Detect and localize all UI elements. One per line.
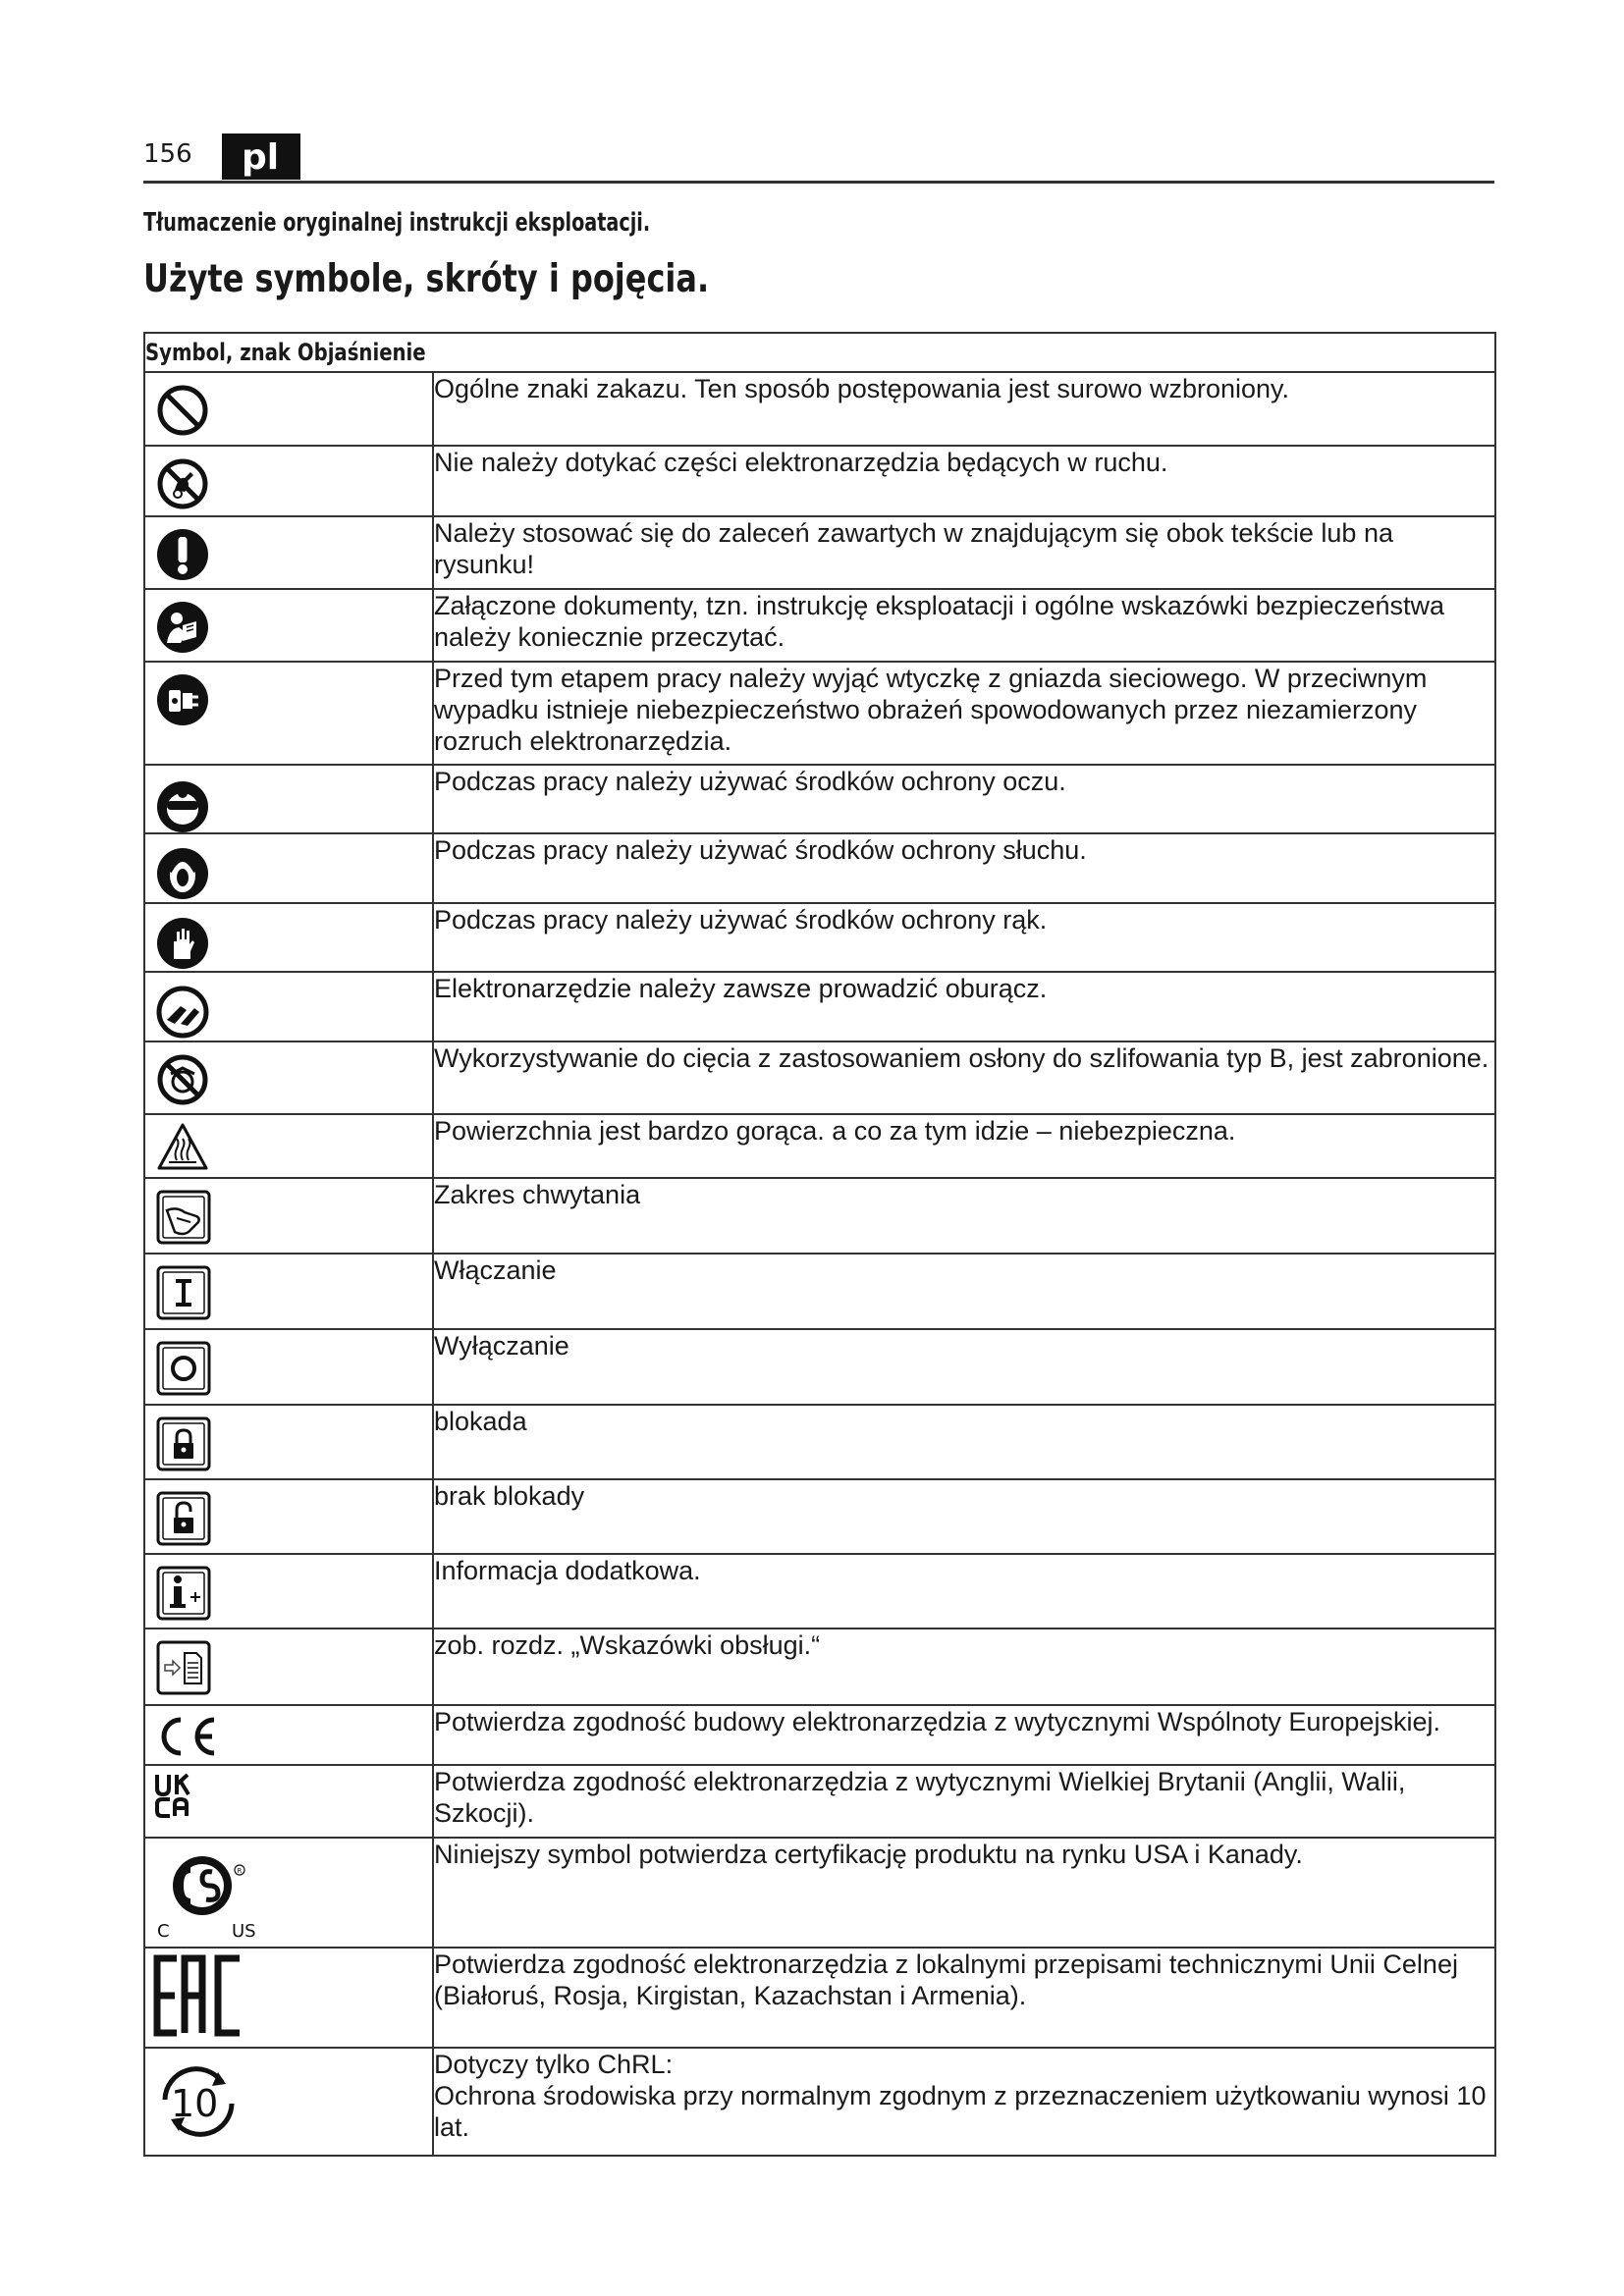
symbol-cell — [144, 1114, 433, 1178]
table-row — [144, 1254, 1495, 1329]
symbol-cell — [144, 1948, 433, 2048]
two-hands-icon — [155, 985, 210, 1040]
description-cell: Przed tym etapem pracy należy wyjąć wtyczkę z gniazda sieciowego. W przeciwnym wypadku istnieje niebezpieczeństwo obrażeń spowodowanych przez niezamierzony rozruch elektronarzędzia. — [433, 662, 1495, 765]
description-cell: Wykorzystywanie do cięcia z zastosowaniem osłony do szlifowania typ B, jest zabronione. — [433, 1041, 1495, 1114]
symbol-cell — [144, 1041, 433, 1114]
prohibition-icon — [155, 383, 210, 438]
table-row — [144, 1705, 1495, 1765]
table-row — [144, 1405, 1495, 1479]
symbol-cell — [144, 1178, 433, 1254]
description-cell: Załączone dokumenty, tzn. instrukcję eksploatacji i ogólne wskazówki bezpieczeństwa należy koniecznie przeczytać. — [433, 589, 1495, 662]
description-cell: brak blokady — [433, 1479, 1495, 1554]
see-chapter-icon — [155, 1639, 212, 1696]
table-row — [144, 1041, 1495, 1114]
symbol-cell — [144, 1765, 433, 1838]
china-rohs-10-icon — [149, 2053, 247, 2151]
symbol-cell — [144, 2048, 433, 2156]
symbol-cell — [144, 1629, 433, 1705]
table-row — [144, 662, 1495, 765]
table-row — [144, 1765, 1495, 1838]
description-cell: Podczas pracy należy używać środków ochrony słuchu. — [433, 833, 1495, 903]
table-row — [144, 1948, 1495, 2048]
description-cell: Podczas pracy należy używać środków ochrony rąk. — [433, 903, 1495, 972]
unplug-icon — [155, 672, 210, 727]
symbol-cell — [144, 1329, 433, 1405]
symbol-cell — [144, 662, 433, 765]
table-row — [144, 1114, 1495, 1178]
table-row — [144, 2048, 1495, 2156]
table-row — [144, 833, 1495, 903]
table-row — [144, 1329, 1495, 1405]
symbol-cell — [144, 446, 433, 516]
symbol-cell — [144, 1479, 433, 1554]
description-cell: Zakres chwytania — [433, 1178, 1495, 1254]
table-row — [144, 1838, 1495, 1948]
description-cell: Potwierdza zgodność budowy elektronarzędzia z wytycznymi Wspólnoty Europejskiej. — [433, 1705, 1495, 1765]
table-row — [144, 516, 1495, 589]
svg-text:C: C — [157, 1921, 170, 1942]
symbol-cell — [144, 516, 433, 589]
symbol-cell — [144, 372, 433, 446]
page-header — [143, 133, 1494, 184]
table-row — [144, 589, 1495, 662]
description-cell: Podczas pracy należy używać środków ochrony oczu. — [433, 765, 1495, 833]
description-cell: Nie należy dotykać części elektronarzędzia będących w ruchu. — [433, 446, 1495, 516]
no-touch-moving-parts-icon — [155, 456, 210, 511]
description-cell: Dotyczy tylko ChRL: Ochrona środowiska przy normalnym zgodnym z przeznaczeniem użytkowaniu wynosi 10 lat. — [433, 2048, 1495, 2156]
hot-surface-icon — [155, 1121, 210, 1176]
table-row — [144, 765, 1495, 833]
unlock-icon — [155, 1490, 212, 1547]
page-number: 156 — [143, 139, 192, 169]
symbol-cell — [144, 1405, 433, 1479]
eye-protection-icon — [155, 779, 210, 834]
exclamation-icon — [155, 527, 210, 582]
csa-mark-icon — [151, 1841, 279, 1943]
hand-protection-icon — [155, 916, 210, 971]
power-off-icon — [155, 1340, 212, 1397]
description-cell: Należy stosować się do zaleceń zawartych w znajdującym się obok tekście lub na rysunku! — [433, 516, 1495, 589]
symbol-cell — [144, 1705, 433, 1765]
table-row — [144, 972, 1495, 1041]
svg-text:R: R — [237, 1867, 243, 1875]
table-row — [144, 1629, 1495, 1705]
symbol-cell — [144, 1254, 433, 1329]
description-cell: Potwierdza zgodność elektronarzędzia z lokalnymi przepisami technicznymi Unii Celnej (Białoruś, Rosja, Kirgistan, Kazachstan i Armenia). — [433, 1948, 1495, 2048]
table-header-row — [144, 333, 1495, 372]
ce-mark-icon — [153, 1714, 222, 1759]
ukca-mark-icon — [153, 1772, 202, 1821]
symbol-cell — [144, 903, 433, 972]
table-row — [144, 446, 1495, 516]
description-cell: zob. rozdz. „Wskazówki obsługi.“ — [433, 1629, 1495, 1705]
description-cell: Ogólne znaki zakazu. Ten sposób postępowania jest surowo wzbroniony. — [433, 372, 1495, 446]
description-cell: Potwierdza zgodność elektronarzędzia z wytycznymi Wielkiej Brytanii (Anglii, Walii, Szkocji). — [433, 1765, 1495, 1838]
table-row — [144, 1178, 1495, 1254]
description-cell: Włączanie — [433, 1254, 1495, 1329]
symbol-cell — [144, 589, 433, 662]
symbol-cell — [144, 972, 433, 1041]
description-cell: Niniejszy symbol potwierdza certyfikację produktu na rynku USA i Kanady. — [433, 1838, 1495, 1948]
no-cutting-guard-icon — [155, 1052, 210, 1107]
table-header: Symbol, znak Objaśnienie — [144, 333, 1495, 372]
table-row — [144, 372, 1495, 446]
info-icon — [155, 1565, 212, 1622]
power-on-icon — [155, 1264, 212, 1321]
svg-text:10: 10 — [171, 2082, 219, 2125]
language-tab: pl — [222, 133, 300, 180]
symbols-table — [143, 332, 1496, 2157]
eac-mark-icon — [153, 1954, 251, 2039]
symbol-cell — [144, 833, 433, 903]
description-cell: Powierzchnia jest bardzo gorąca. a co za tym idzie – niebezpieczna. — [433, 1114, 1495, 1178]
description-cell: blokada — [433, 1405, 1495, 1479]
document-subtitle: Tłumaczenie oryginalnej instrukcji eksploatacji. — [143, 208, 651, 238]
grip-area-icon — [155, 1189, 212, 1246]
symbol-cell — [144, 1838, 433, 1948]
table-row — [144, 1554, 1495, 1629]
hearing-protection-icon — [155, 846, 210, 901]
symbol-cell — [144, 765, 433, 833]
description-cell: Elektronarzędzie należy zawsze prowadzić oburącz. — [433, 972, 1495, 1041]
description-cell: Informacja dodatkowa. — [433, 1554, 1495, 1629]
page-title: Użyte symbole, skróty i pojęcia. — [143, 257, 710, 301]
table-row — [144, 1479, 1495, 1554]
description-cell: Wyłączanie — [433, 1329, 1495, 1405]
lock-icon — [155, 1415, 212, 1472]
svg-text:US: US — [232, 1921, 256, 1942]
read-manual-icon — [155, 600, 210, 655]
symbol-cell — [144, 1554, 433, 1629]
table-row — [144, 903, 1495, 972]
